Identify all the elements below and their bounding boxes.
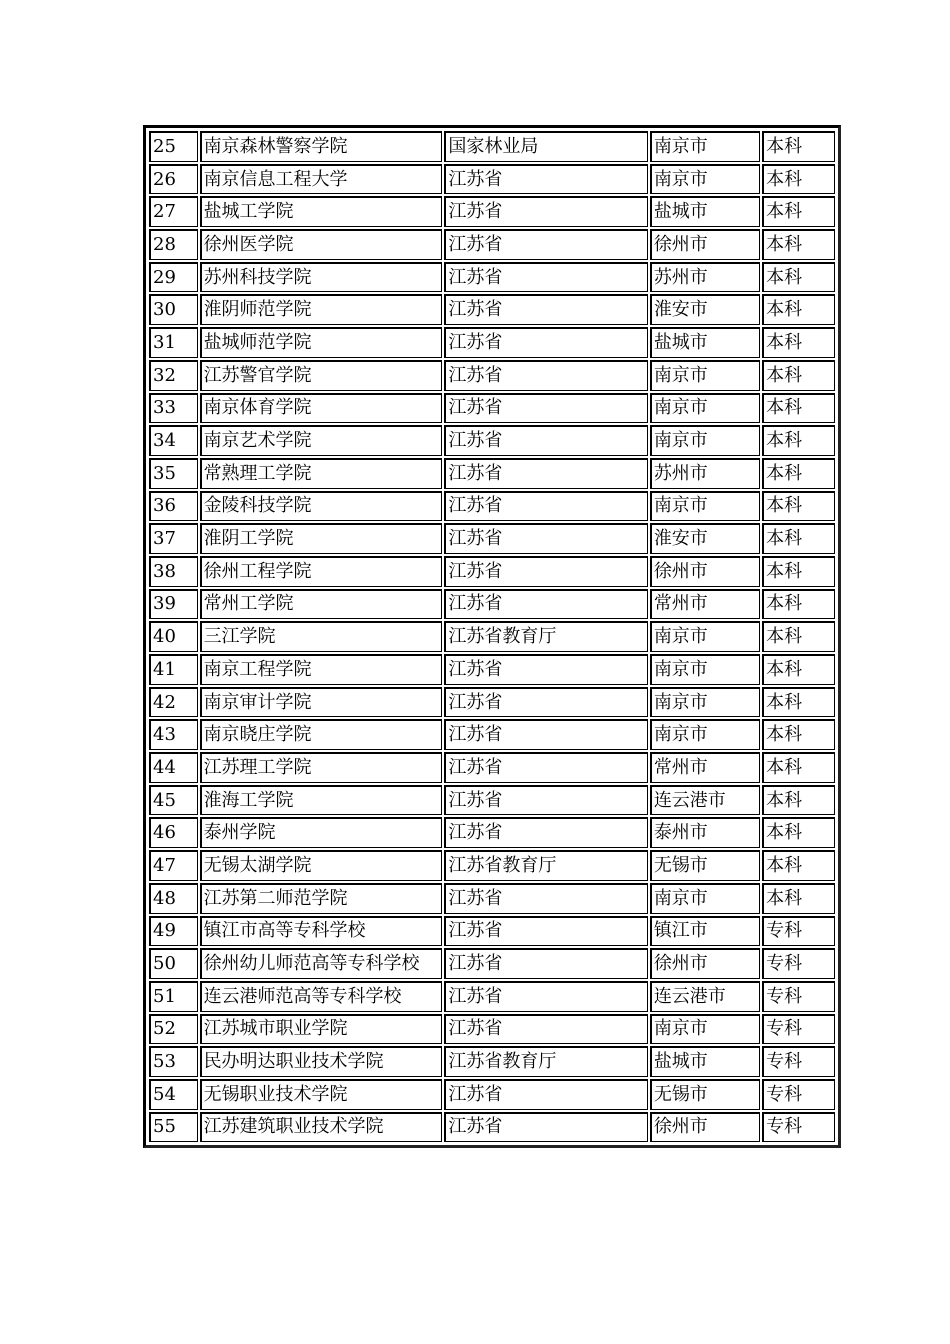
institution-name-cell: 南京晓庄学院 (200, 719, 443, 750)
city-cell: 南京市 (650, 687, 760, 718)
education-level-cell: 本科 (762, 164, 835, 195)
table-row (149, 556, 835, 587)
city-cell: 苏州市 (650, 262, 760, 293)
institution-name-cell: 常熟理工学院 (200, 458, 443, 489)
institution-name-cell: 无锡太湖学院 (200, 850, 443, 881)
city-cell: 徐州市 (650, 229, 760, 260)
table-row (149, 458, 835, 489)
table-row (149, 294, 835, 325)
education-level-cell: 本科 (762, 229, 835, 260)
table-row (149, 1079, 835, 1110)
governing-authority-cell: 江苏省 (444, 981, 647, 1012)
governing-authority-cell: 江苏省 (444, 425, 647, 456)
governing-authority-cell: 江苏省教育厅 (444, 1046, 647, 1077)
education-level-cell: 本科 (762, 131, 835, 162)
education-level-cell: 专科 (762, 1046, 835, 1077)
education-level-cell: 本科 (762, 491, 835, 522)
education-level-cell: 专科 (762, 1014, 835, 1045)
institution-name-cell: 淮阴师范学院 (200, 294, 443, 325)
institution-name-cell: 苏州科技学院 (200, 262, 443, 293)
row-number-cell: 28 (149, 229, 198, 260)
city-cell: 南京市 (650, 621, 760, 652)
table-row (149, 752, 835, 783)
education-level-cell: 专科 (762, 1112, 835, 1143)
table-row (149, 360, 835, 391)
governing-authority-cell: 国家林业局 (444, 131, 647, 162)
governing-authority-cell: 江苏省 (444, 196, 647, 227)
row-number-cell: 48 (149, 883, 198, 914)
table-row (149, 131, 835, 162)
row-number-cell: 54 (149, 1079, 198, 1110)
table-row (149, 262, 835, 293)
governing-authority-cell: 江苏省 (444, 556, 647, 587)
city-cell: 南京市 (650, 360, 760, 391)
city-cell: 南京市 (650, 164, 760, 195)
row-number-cell: 40 (149, 621, 198, 652)
row-number-cell: 52 (149, 1014, 198, 1045)
governing-authority-cell: 江苏省 (444, 523, 647, 554)
institution-name-cell: 南京森林警察学院 (200, 131, 443, 162)
education-level-cell: 本科 (762, 393, 835, 424)
city-cell: 南京市 (650, 131, 760, 162)
education-level-cell: 本科 (762, 262, 835, 293)
institution-name-cell: 淮海工学院 (200, 785, 443, 816)
governing-authority-cell: 江苏省 (444, 1079, 647, 1110)
city-cell: 淮安市 (650, 523, 760, 554)
row-number-cell: 36 (149, 491, 198, 522)
institution-name-cell: 徐州工程学院 (200, 556, 443, 587)
institution-name-cell: 常州工学院 (200, 589, 443, 620)
city-cell: 泰州市 (650, 817, 760, 848)
table-row (149, 981, 835, 1012)
row-number-cell: 32 (149, 360, 198, 391)
education-level-cell: 本科 (762, 458, 835, 489)
table-row (149, 719, 835, 750)
education-level-cell: 本科 (762, 687, 835, 718)
city-cell: 南京市 (650, 1014, 760, 1045)
institution-name-cell: 镇江市高等专科学校 (200, 916, 443, 947)
institution-name-cell: 江苏城市职业学院 (200, 1014, 443, 1045)
governing-authority-cell: 江苏省教育厅 (444, 621, 647, 652)
institution-name-cell: 民办明达职业技术学院 (200, 1046, 443, 1077)
row-number-cell: 42 (149, 687, 198, 718)
city-cell: 南京市 (650, 393, 760, 424)
governing-authority-cell: 江苏省 (444, 752, 647, 783)
row-number-cell: 39 (149, 589, 198, 620)
city-cell: 盐城市 (650, 1046, 760, 1077)
city-cell: 常州市 (650, 752, 760, 783)
governing-authority-cell: 江苏省 (444, 654, 647, 685)
governing-authority-cell: 江苏省教育厅 (444, 850, 647, 881)
city-cell: 常州市 (650, 589, 760, 620)
institution-name-cell: 南京艺术学院 (200, 425, 443, 456)
table-row (149, 621, 835, 652)
governing-authority-cell: 江苏省 (444, 294, 647, 325)
row-number-cell: 30 (149, 294, 198, 325)
row-number-cell: 53 (149, 1046, 198, 1077)
education-level-cell: 专科 (762, 981, 835, 1012)
governing-authority-cell: 江苏省 (444, 360, 647, 391)
governing-authority-cell: 江苏省 (444, 229, 647, 260)
table-row (149, 589, 835, 620)
governing-authority-cell: 江苏省 (444, 164, 647, 195)
governing-authority-cell: 江苏省 (444, 262, 647, 293)
city-cell: 南京市 (650, 654, 760, 685)
governing-authority-cell: 江苏省 (444, 785, 647, 816)
university-table-grid (147, 129, 837, 1144)
table-row (149, 916, 835, 947)
city-cell: 南京市 (650, 719, 760, 750)
institution-name-cell: 盐城工学院 (200, 196, 443, 227)
row-number-cell: 31 (149, 327, 198, 358)
row-number-cell: 43 (149, 719, 198, 750)
institution-name-cell: 徐州幼儿师范高等专科学校 (200, 948, 443, 979)
city-cell: 连云港市 (650, 981, 760, 1012)
institution-name-cell: 江苏第二师范学院 (200, 883, 443, 914)
table-row (149, 785, 835, 816)
row-number-cell: 29 (149, 262, 198, 293)
education-level-cell: 本科 (762, 556, 835, 587)
education-level-cell: 专科 (762, 916, 835, 947)
institution-name-cell: 淮阴工学院 (200, 523, 443, 554)
row-number-cell: 45 (149, 785, 198, 816)
education-level-cell: 本科 (762, 360, 835, 391)
governing-authority-cell: 江苏省 (444, 883, 647, 914)
city-cell: 连云港市 (650, 785, 760, 816)
city-cell: 苏州市 (650, 458, 760, 489)
education-level-cell: 本科 (762, 654, 835, 685)
row-number-cell: 50 (149, 948, 198, 979)
governing-authority-cell: 江苏省 (444, 1014, 647, 1045)
row-number-cell: 38 (149, 556, 198, 587)
row-number-cell: 55 (149, 1112, 198, 1143)
governing-authority-cell: 江苏省 (444, 458, 647, 489)
city-cell: 无锡市 (650, 1079, 760, 1110)
education-level-cell: 本科 (762, 196, 835, 227)
education-level-cell: 本科 (762, 294, 835, 325)
row-number-cell: 49 (149, 916, 198, 947)
row-number-cell: 26 (149, 164, 198, 195)
institution-name-cell: 江苏理工学院 (200, 752, 443, 783)
table-row (149, 327, 835, 358)
table-row (149, 1014, 835, 1045)
table-body (149, 131, 835, 1142)
row-number-cell: 37 (149, 523, 198, 554)
institution-name-cell: 江苏警官学院 (200, 360, 443, 391)
institution-name-cell: 盐城师范学院 (200, 327, 443, 358)
education-level-cell: 本科 (762, 752, 835, 783)
table-row (149, 883, 835, 914)
institution-name-cell: 金陵科技学院 (200, 491, 443, 522)
governing-authority-cell: 江苏省 (444, 719, 647, 750)
table-row (149, 164, 835, 195)
education-level-cell: 本科 (762, 883, 835, 914)
table-row (149, 687, 835, 718)
governing-authority-cell: 江苏省 (444, 1112, 647, 1143)
table-row (149, 1112, 835, 1143)
governing-authority-cell: 江苏省 (444, 687, 647, 718)
education-level-cell: 本科 (762, 523, 835, 554)
table-row (149, 1046, 835, 1077)
governing-authority-cell: 江苏省 (444, 393, 647, 424)
table-row (149, 491, 835, 522)
row-number-cell: 47 (149, 850, 198, 881)
institution-name-cell: 南京体育学院 (200, 393, 443, 424)
governing-authority-cell: 江苏省 (444, 491, 647, 522)
city-cell: 南京市 (650, 425, 760, 456)
education-level-cell: 本科 (762, 850, 835, 881)
institution-name-cell: 南京审计学院 (200, 687, 443, 718)
education-level-cell: 本科 (762, 817, 835, 848)
row-number-cell: 34 (149, 425, 198, 456)
table-row (149, 523, 835, 554)
institution-name-cell: 江苏建筑职业技术学院 (200, 1112, 443, 1143)
institution-name-cell: 三江学院 (200, 621, 443, 652)
table-row (149, 817, 835, 848)
education-level-cell: 本科 (762, 327, 835, 358)
education-level-cell: 专科 (762, 1079, 835, 1110)
university-table (143, 125, 841, 1148)
row-number-cell: 33 (149, 393, 198, 424)
city-cell: 南京市 (650, 883, 760, 914)
governing-authority-cell: 江苏省 (444, 327, 647, 358)
institution-name-cell: 连云港师范高等专科学校 (200, 981, 443, 1012)
institution-name-cell: 徐州医学院 (200, 229, 443, 260)
governing-authority-cell: 江苏省 (444, 817, 647, 848)
education-level-cell: 本科 (762, 589, 835, 620)
education-level-cell: 本科 (762, 621, 835, 652)
city-cell: 镇江市 (650, 916, 760, 947)
table-row (149, 229, 835, 260)
city-cell: 徐州市 (650, 1112, 760, 1143)
table-row (149, 393, 835, 424)
table-row (149, 850, 835, 881)
city-cell: 徐州市 (650, 556, 760, 587)
row-number-cell: 25 (149, 131, 198, 162)
institution-name-cell: 南京工程学院 (200, 654, 443, 685)
institution-name-cell: 泰州学院 (200, 817, 443, 848)
city-cell: 淮安市 (650, 294, 760, 325)
education-level-cell: 本科 (762, 785, 835, 816)
institution-name-cell: 南京信息工程大学 (200, 164, 443, 195)
table-row (149, 948, 835, 979)
education-level-cell: 专科 (762, 948, 835, 979)
city-cell: 南京市 (650, 491, 760, 522)
table-row (149, 425, 835, 456)
education-level-cell: 本科 (762, 719, 835, 750)
governing-authority-cell: 江苏省 (444, 948, 647, 979)
city-cell: 盐城市 (650, 327, 760, 358)
row-number-cell: 51 (149, 981, 198, 1012)
education-level-cell: 本科 (762, 425, 835, 456)
table-row (149, 196, 835, 227)
governing-authority-cell: 江苏省 (444, 589, 647, 620)
row-number-cell: 44 (149, 752, 198, 783)
row-number-cell: 35 (149, 458, 198, 489)
row-number-cell: 27 (149, 196, 198, 227)
city-cell: 无锡市 (650, 850, 760, 881)
city-cell: 盐城市 (650, 196, 760, 227)
row-number-cell: 46 (149, 817, 198, 848)
governing-authority-cell: 江苏省 (444, 916, 647, 947)
institution-name-cell: 无锡职业技术学院 (200, 1079, 443, 1110)
row-number-cell: 41 (149, 654, 198, 685)
table-row (149, 654, 835, 685)
city-cell: 徐州市 (650, 948, 760, 979)
